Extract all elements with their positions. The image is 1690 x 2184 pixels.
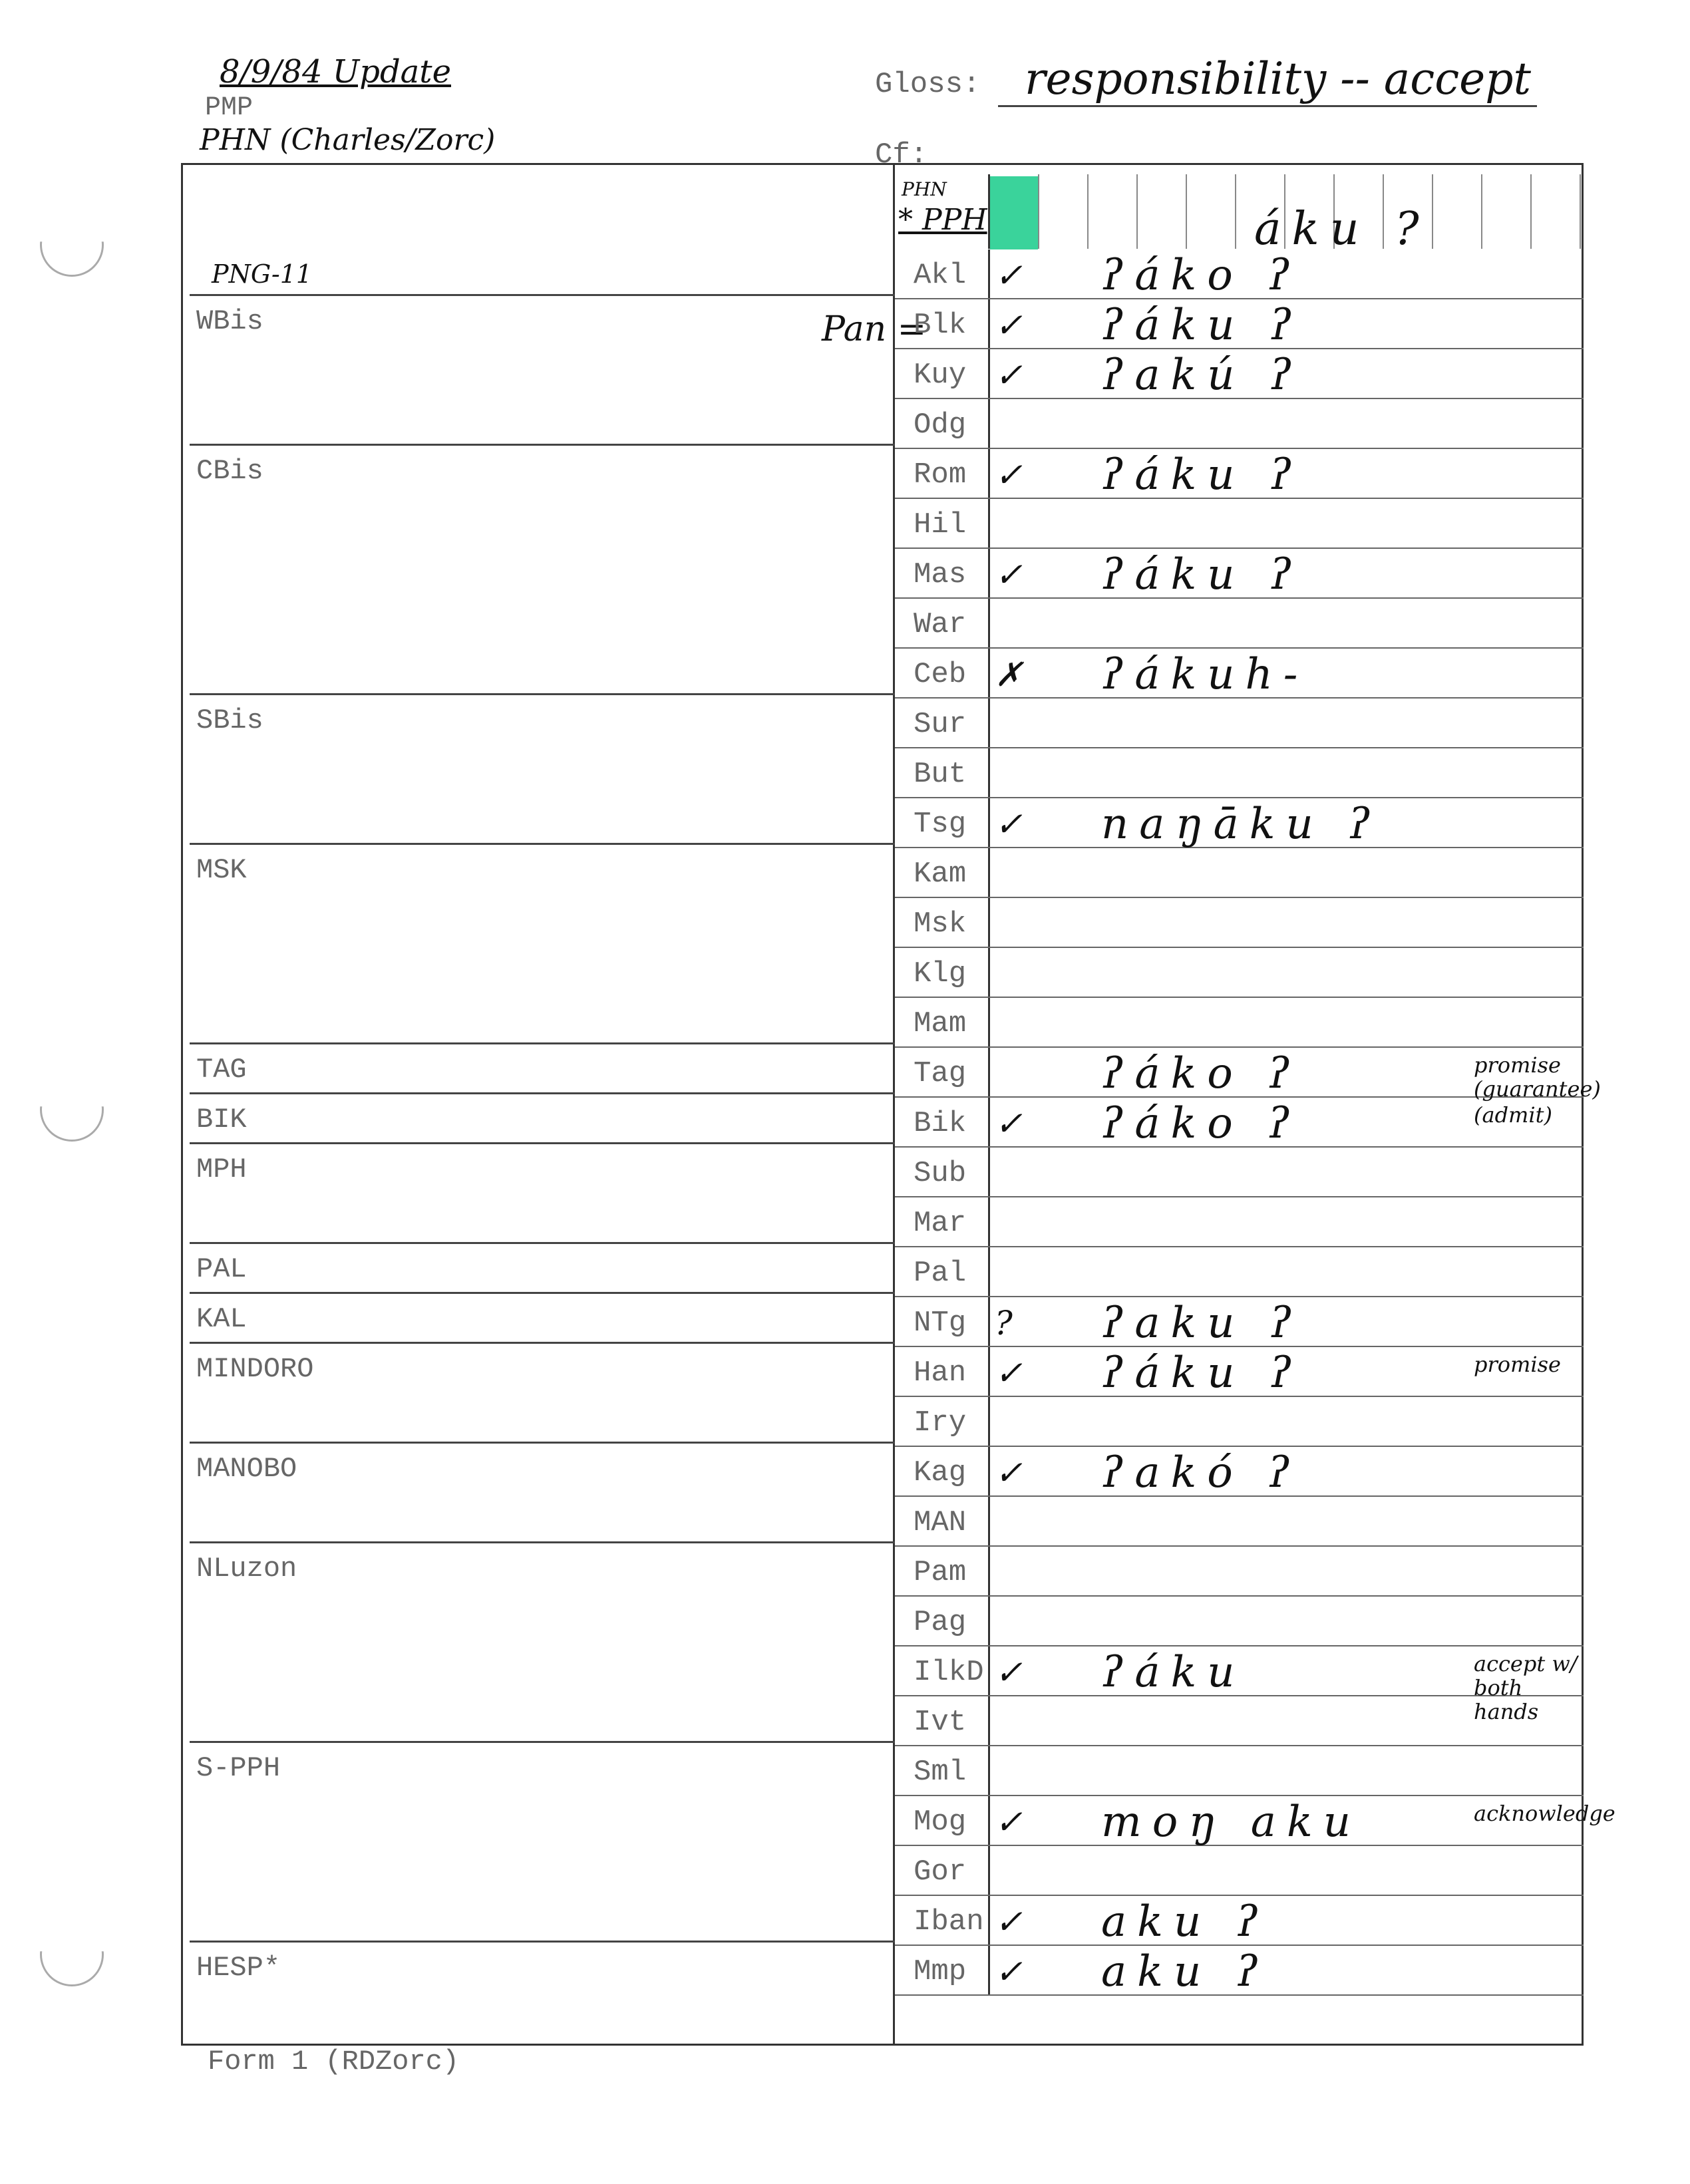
form-footer: Form 1 (RDZorc): [208, 2046, 460, 2078]
column-divider: [988, 948, 990, 997]
section-pal: [190, 1244, 895, 1294]
check-mark: ✓: [995, 555, 1023, 594]
language-row: [895, 1397, 1584, 1447]
language-code: Mmp: [914, 1955, 967, 1988]
language-row: [895, 1048, 1601, 1102]
column-divider: [988, 1197, 990, 1246]
check-mark: ✓: [995, 306, 1023, 345]
column-divider: [988, 549, 990, 597]
check-mark: ✗: [995, 655, 1023, 694]
section-label: HESP*: [196, 1952, 281, 1984]
column-divider: [988, 1846, 990, 1895]
column-divider: [988, 1796, 990, 1845]
language-code: Ivt: [914, 1706, 967, 1739]
section-label: TAG: [196, 1054, 247, 1086]
language-row: [895, 1896, 1584, 1946]
section-manobo: [190, 1444, 895, 1543]
section-label: MPH: [196, 1154, 247, 1185]
language-code: War: [914, 608, 967, 641]
word-form: aku ʔ: [1101, 1947, 1269, 1996]
punch-hole: [40, 213, 104, 277]
column-divider: [988, 1696, 990, 1745]
language-code: Gor: [914, 1855, 967, 1889]
column-divider: [988, 1646, 990, 1695]
language-code: Tsg: [914, 808, 967, 841]
section-kal: [190, 1294, 895, 1344]
column-divider: [988, 1148, 990, 1196]
word-form: ʔáko ʔ: [1101, 251, 1301, 300]
section-nluzon: [190, 1543, 895, 1743]
column-divider: [988, 1447, 990, 1495]
gloss-value: responsibility -- accept: [1025, 53, 1531, 104]
gloss-note: accept w/ both hands: [1474, 1651, 1578, 1724]
column-divider: [988, 748, 990, 797]
section-label: SBis: [196, 704, 263, 736]
column-divider: [988, 1297, 990, 1346]
word-form: ʔáku: [1101, 1648, 1246, 1697]
language-code: Odg: [914, 408, 967, 442]
language-row: [895, 299, 1584, 349]
column-divider: [988, 399, 990, 448]
section-sbis: [190, 695, 895, 845]
column-divider: [988, 1247, 990, 1296]
language-code: Mar: [914, 1207, 967, 1240]
png-note: PNG-11: [212, 259, 313, 289]
gloss-note: promise (guarantee): [1474, 1052, 1601, 1102]
language-code: Hil: [914, 508, 967, 542]
check-mark: ✓: [995, 1952, 1023, 1991]
language-row: [895, 848, 1584, 898]
language-row: [895, 748, 1584, 798]
language-row: [895, 998, 1584, 1048]
check-mark: ✓: [995, 1803, 1023, 1841]
language-row: [895, 1597, 1584, 1646]
language-code: Sml: [914, 1756, 967, 1789]
check-mark: ✓: [995, 1903, 1023, 1941]
language-row: [895, 599, 1584, 649]
column-divider: [988, 1946, 990, 1994]
language-code: Msk: [914, 907, 967, 941]
language-row: [895, 499, 1584, 549]
column-divider: [988, 798, 990, 847]
word-form: ʔáku ʔ: [1101, 301, 1303, 350]
left-panel: [190, 163, 895, 2046]
update-date: 8/9/84 Update: [220, 53, 451, 90]
language-code: Pam: [914, 1556, 967, 1589]
language-row: [895, 798, 1584, 848]
section-label: BIK: [196, 1104, 247, 1136]
language-code: Han: [914, 1356, 967, 1390]
section-label: PAL: [196, 1253, 247, 1285]
language-code: Ceb: [914, 658, 967, 691]
section-label: S-PPH: [196, 1752, 281, 1784]
language-code: Kam: [914, 858, 967, 891]
word-form: ʔáko ʔ: [1101, 1099, 1301, 1148]
language-code: Klg: [914, 957, 967, 991]
column-divider: [988, 1547, 990, 1595]
column-divider: [988, 848, 990, 897]
language-row: [895, 1148, 1584, 1197]
gloss-label: Gloss:: [875, 68, 981, 101]
language-code: IlkD: [914, 1656, 984, 1689]
column-divider: [988, 499, 990, 547]
language-row: [895, 649, 1584, 699]
language-row: [895, 1197, 1584, 1247]
language-row: [895, 449, 1584, 499]
language-row: [895, 1098, 1584, 1148]
word-form: ʔáko ʔ: [1101, 1049, 1301, 1098]
check-mark: ✓: [995, 805, 1023, 844]
gloss-note: (admit): [1474, 1102, 1552, 1128]
language-code: Tag: [914, 1057, 967, 1090]
language-code: Iry: [914, 1406, 967, 1440]
language-row: [895, 1547, 1584, 1597]
column-divider: [988, 299, 990, 348]
column-divider: [988, 249, 990, 298]
section-wbis: [190, 296, 895, 446]
check-mark: ?: [995, 1304, 1013, 1342]
language-code: Sur: [914, 708, 967, 741]
section-label: KAL: [196, 1303, 247, 1335]
column-divider: [988, 349, 990, 398]
column-divider: [988, 898, 990, 947]
section-label: CBis: [196, 455, 263, 487]
language-code: NTg: [914, 1307, 967, 1340]
language-code: Mas: [914, 558, 967, 591]
check-mark: ✓: [995, 356, 1023, 394]
word-form: ʔakú ʔ: [1101, 351, 1303, 400]
language-row: [895, 249, 1584, 299]
check-mark: ✓: [995, 1454, 1023, 1492]
section-s-pph: [190, 1743, 895, 1943]
word-form: ʔáku ʔ: [1101, 1348, 1303, 1398]
pan-note: Pan =: [822, 309, 927, 349]
gloss-underline: [998, 105, 1537, 107]
language-row: [895, 1297, 1584, 1347]
pph-head: PHN: [902, 178, 947, 200]
cf-label: Cf:: [875, 138, 928, 172]
language-row: [895, 1946, 1584, 1996]
column-divider: [988, 1347, 990, 1396]
language-row: [895, 1846, 1584, 1896]
language-row: [895, 549, 1584, 599]
language-code: Akl: [914, 259, 967, 292]
column-divider: [988, 1497, 990, 1545]
pmp-label: PMP: [205, 93, 254, 123]
column-divider: [988, 449, 990, 498]
section-bik: [190, 1094, 895, 1144]
language-row: [895, 948, 1584, 998]
column-divider: [988, 1048, 990, 1096]
section-cbis: [190, 446, 895, 695]
language-code: MAN: [914, 1506, 967, 1539]
punch-hole: [40, 1078, 104, 1142]
word-form: ʔáku ʔ: [1101, 450, 1303, 500]
language-code: Blk: [914, 309, 967, 342]
phn-label: PHN (Charles/Zorc): [200, 123, 496, 157]
punch-hole: [40, 1923, 104, 1986]
section-label: WBis: [196, 305, 263, 337]
language-code: Kag: [914, 1456, 967, 1489]
check-mark: ✓: [995, 456, 1023, 494]
check-mark: ✓: [995, 1104, 1023, 1143]
language-code: Pag: [914, 1606, 967, 1639]
language-row: [895, 1247, 1584, 1297]
word-form: ʔakó ʔ: [1101, 1448, 1301, 1497]
section-mindoro: [190, 1344, 895, 1444]
column-divider: [988, 1098, 990, 1146]
column-divider: [988, 1746, 990, 1795]
language-row: [895, 1696, 1584, 1746]
column-divider: [988, 649, 990, 697]
pph-label: * PPH: [898, 203, 987, 237]
language-row: [895, 898, 1584, 948]
section-label: NLuzon: [196, 1553, 297, 1585]
language-code: Rom: [914, 458, 967, 492]
column-divider: [988, 1597, 990, 1645]
language-code: Bik: [914, 1107, 967, 1140]
column-divider: [988, 1896, 990, 1945]
section-label: MSK: [196, 854, 247, 886]
language-code: Mog: [914, 1805, 967, 1839]
language-row: [895, 1796, 1615, 1847]
column-divider: [988, 699, 990, 747]
language-row: [895, 399, 1584, 449]
section-label: MINDORO: [196, 1353, 314, 1385]
word-form: naŋāku ʔ: [1101, 800, 1382, 849]
language-code: Iban: [914, 1905, 984, 1939]
language-row: [895, 1746, 1584, 1796]
word-form: ʔaku ʔ: [1101, 1299, 1303, 1348]
column-divider: [988, 998, 990, 1046]
language-code: Pal: [914, 1257, 967, 1290]
section-msk: [190, 845, 895, 1044]
section-label: MANOBO: [196, 1453, 297, 1485]
pph-reconstruction: áku ?: [1254, 203, 1430, 255]
word-form: aku ʔ: [1101, 1897, 1269, 1947]
language-row: [895, 349, 1584, 399]
section-tag: [190, 1044, 895, 1094]
language-code: Sub: [914, 1157, 967, 1190]
column-divider: [988, 599, 990, 647]
language-row: [895, 1497, 1584, 1547]
section-hesp: [190, 1943, 895, 2046]
word-form: ʔákuh-: [1101, 650, 1309, 699]
language-code: Mam: [914, 1007, 967, 1040]
word-form: moŋ aku: [1101, 1797, 1361, 1847]
language-row: [895, 699, 1584, 748]
check-mark: ✓: [995, 1354, 1023, 1392]
gloss-note: promise: [1474, 1352, 1561, 1377]
check-mark: ✓: [995, 256, 1023, 295]
language-row: [895, 1347, 1584, 1397]
column-divider: [988, 1397, 990, 1446]
gloss-note: acknowledge: [1474, 1801, 1615, 1826]
language-code: Kuy: [914, 359, 967, 392]
language-code: But: [914, 758, 967, 791]
word-form: ʔáku ʔ: [1101, 550, 1303, 599]
language-row: [895, 1447, 1584, 1497]
section-mph: [190, 1144, 895, 1244]
check-mark: ✓: [995, 1653, 1023, 1692]
